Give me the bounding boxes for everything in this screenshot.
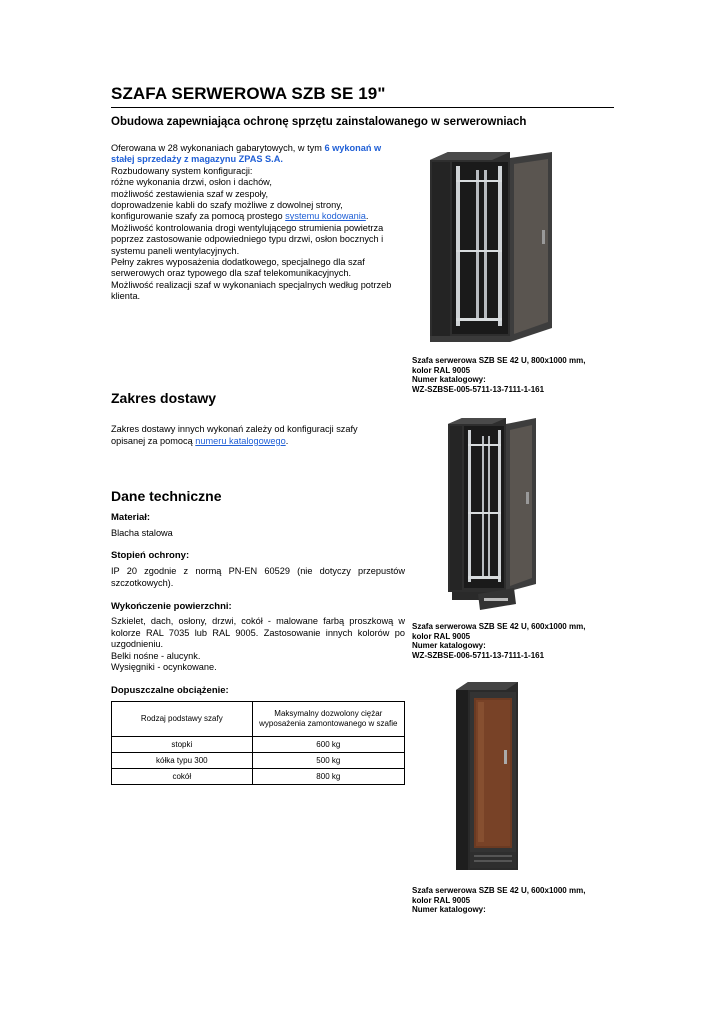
material-value: Blacha stalowa: [111, 528, 173, 538]
cabinet-caption-3: [412, 886, 612, 915]
cabinet-photo-1: [428, 150, 558, 346]
intro-line-8: Pełny zakres wyposażenia dodatkowego, specjalnego dla szaf serwerowych oraz typowego dla szaf telekomunikacyjnych.: [111, 257, 365, 279]
intro-line-4: możliwość zestawienia szaf w zespoły,: [111, 188, 269, 199]
intro-line-1: [111, 143, 406, 166]
table-cell-load: 800 kg: [252, 769, 404, 785]
finish-value-1: Szkielet, dach, osłony, drzwi, cokół - malowane farbą proszkową w kolorze RAL 7035 lub RAL 9005. Zastosowanie innych kolorów po uzgodnieniu.: [111, 616, 405, 650]
caption-2-line-2: kolor RAL 9005: [412, 631, 471, 641]
protection-label: Stopień ochrony:: [111, 550, 190, 561]
intro-text: [111, 143, 406, 303]
table-row: [112, 737, 405, 753]
load-label: Dopuszczalne obciążenie:: [111, 685, 229, 696]
intro-line-9: Możliwość realizacji szaf w wykonaniach specjalnych według potrzeb klienta.: [111, 279, 392, 302]
table-row: [112, 753, 405, 769]
table-cell-load: 500 kg: [252, 753, 404, 769]
technical-heading: Dane techniczne: [111, 488, 222, 504]
catalog-number-link[interactable]: numeru katalogowego: [195, 435, 286, 446]
caption-3-line-1: Szafa serwerowa SZB SE 42 U, 600x1000 mm,: [412, 886, 586, 895]
cabinet-caption-1: [412, 356, 612, 394]
caption-3-line-2: kolor RAL 9005: [412, 895, 471, 905]
finish-value-3: Wysięgniki - ocynkowane.: [111, 662, 217, 673]
table-cell-base: stopki: [112, 737, 253, 753]
table-cell-base: kółka typu 300: [112, 753, 253, 769]
caption-3-line-3: Numer katalogowy:: [412, 905, 486, 915]
caption-2-line-4: WZ-SZBSE-006-5711-13-7111-1-161: [412, 650, 545, 660]
finish-value: [111, 616, 405, 674]
cabinet-photo-2: [444, 416, 544, 612]
load-table-header: [112, 702, 405, 737]
caption-2-line-3: Numer katalogowy:: [412, 641, 486, 651]
intro-line-5: doprowadzenie kabli do szafy możliwe z dowolnej strony,: [111, 200, 343, 211]
delivery-heading: Zakres dostawy: [111, 390, 217, 406]
intro-line-6-text: konfigurowanie szafy za pomocą prostego: [111, 211, 286, 222]
intro-highlight: 6 wykonań w stałej sprzedaży z magazynu ZPAS S.A.: [111, 143, 382, 165]
table-cell-load: 600 kg: [252, 737, 404, 753]
caption-2-line-1: Szafa serwerowa SZB SE 42 U, 600x1000 mm,: [412, 622, 586, 631]
intro-line-7: Możliwość kontrolowania drogi wentylującego strumienia powietrza poprzez zastosowanie odpowiedniego typu drzwi, osłon bocznych i systemu paneli wentylacyjnych.: [111, 222, 384, 256]
cabinet-caption-2: [412, 622, 612, 660]
table-cell-base: cokół: [112, 769, 253, 785]
intro-line-2: Rozbudowany system konfiguracji:: [111, 165, 253, 176]
title-divider: [111, 107, 614, 108]
page-subtitle: Obudowa zapewniająca ochronę sprzętu zainstalowanego w serwerowniach: [111, 116, 527, 128]
page-title: SZAFA SERWEROWA SZB SE 19": [111, 84, 386, 103]
intro-line-6-end: .: [365, 211, 369, 222]
caption-1-line-3: Numer katalogowy:: [412, 375, 486, 385]
finish-value-2: Belki nośne - alucynk.: [111, 650, 201, 661]
load-table-col-weight: Maksymalny dozwolony ciężar wyposażenia zamontowanego w szafie: [252, 702, 404, 737]
caption-1-line-1: Szafa serwerowa SZB SE 42 U, 800x1000 mm,: [412, 356, 586, 365]
cabinet-photo-3: [452, 680, 532, 876]
table-row: [112, 769, 405, 785]
caption-1-line-4: WZ-SZBSE-005-5711-13-7111-1-161: [412, 384, 545, 394]
protection-value: IP 20 zgodnie z normą PN-EN 60529 (nie dotyczy przepustów szczotkowych).: [111, 566, 405, 588]
coding-system-link[interactable]: systemu kodowania: [285, 211, 366, 222]
load-table-col-base: Rodzaj podstawy szafy: [112, 702, 253, 737]
material-label: Materiał:: [111, 512, 151, 523]
delivery-text: [111, 424, 381, 447]
intro-line-6: [111, 211, 406, 222]
intro-line-3: różne wykonania drzwi, osłon i dachów,: [111, 177, 272, 188]
load-table: [111, 701, 405, 785]
intro-line-1-text: Oferowana w 28 wykonaniach gabarytowych, w tym: [111, 143, 325, 153]
caption-1-line-2: kolor RAL 9005: [412, 365, 471, 375]
finish-label: Wykończenie powierzchni:: [111, 601, 232, 612]
delivery-text-end: .: [285, 435, 289, 446]
delivery-text-body: Zakres dostawy innych wykonań zależy od konfiguracji szafy opisanej za pomocą: [111, 424, 358, 446]
